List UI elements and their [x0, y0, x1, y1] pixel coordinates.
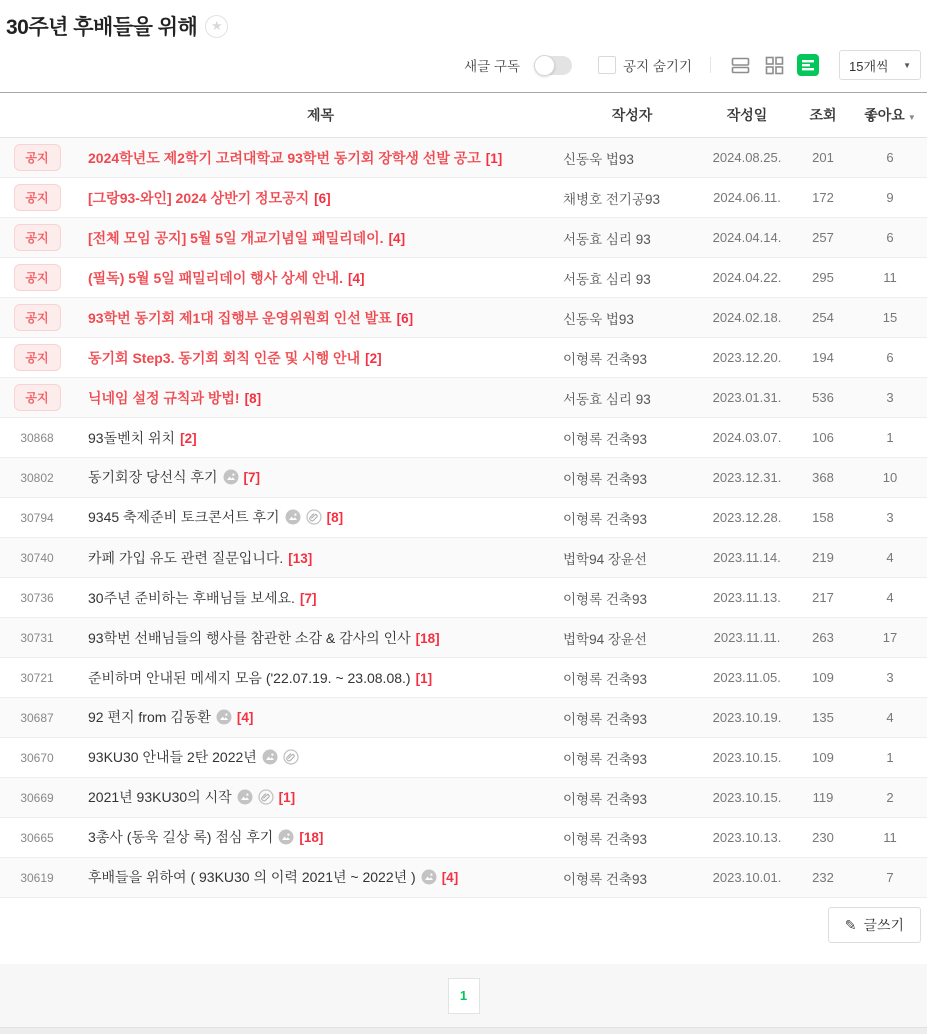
post-title-link[interactable]: [전체 모임 공지] 5월 5일 개교기념일 패밀리데이. — [88, 229, 384, 246]
sort-caret-icon: ▼ — [907, 113, 916, 122]
board-toolbar — [0, 46, 927, 84]
cell-author — [563, 788, 701, 808]
post-likes: 3 — [886, 390, 894, 405]
cell-title — [74, 867, 563, 888]
post-likes: 1 — [886, 430, 894, 445]
cell-author — [563, 508, 701, 528]
post-likes: 4 — [886, 710, 894, 725]
attach-icon — [306, 509, 322, 528]
comment-count[interactable]: [4] — [347, 270, 365, 286]
post-views: 295 — [812, 270, 834, 285]
post-likes: 6 — [886, 230, 894, 245]
header-title: 제목 — [306, 107, 335, 123]
cell-author — [563, 348, 701, 368]
page-size-value: 15개씩 — [849, 58, 889, 74]
post-author[interactable]: 법학94 장윤선 — [563, 631, 647, 647]
post-title-link[interactable]: 닉네임 설정 규칙과 방법! — [88, 389, 240, 406]
post-number: 30740 — [20, 551, 54, 565]
post-likes: 11 — [883, 830, 897, 845]
post-date: 2023.10.13. — [712, 830, 782, 845]
comment-count[interactable]: [2] — [365, 350, 382, 366]
post-likes: 3 — [886, 510, 894, 525]
cell-author — [563, 588, 701, 608]
post-author[interactable]: 서동효 심리 93 — [563, 271, 651, 287]
post-likes: 15 — [882, 310, 898, 325]
header-views: 조회 — [809, 107, 837, 123]
comment-count[interactable]: [7] — [243, 470, 260, 485]
notice-badge: 공지 — [14, 384, 61, 411]
cell-number — [0, 750, 74, 765]
post-title-link[interactable]: 2021년 93KU30의 시작 — [88, 789, 232, 805]
post-date: 2023.10.15. — [712, 750, 782, 765]
cell-author — [563, 388, 701, 408]
post-row — [0, 698, 927, 738]
post-row — [0, 658, 927, 698]
chevron-down-icon: ▼ — [903, 60, 911, 70]
post-number: 30670 — [20, 751, 54, 765]
post-title-link[interactable]: 92 편지 from 김동환 — [88, 709, 211, 725]
post-likes: 7 — [886, 870, 894, 885]
header-date: 작성일 — [726, 107, 768, 123]
attach-icon — [283, 749, 299, 768]
photo-icon — [421, 869, 437, 888]
post-title-link[interactable]: 동기회장 당선식 후기 — [88, 469, 218, 485]
post-number: 30736 — [20, 591, 54, 605]
cell-title — [74, 428, 563, 448]
pencil-icon: ✎ — [844, 916, 857, 933]
post-views: 232 — [812, 870, 834, 885]
comment-count[interactable]: [18] — [299, 830, 324, 845]
post-author[interactable]: 이형록 건축93 — [563, 711, 647, 727]
post-likes: 2 — [886, 790, 894, 805]
photo-icon — [278, 829, 294, 848]
post-views: 254 — [812, 310, 834, 325]
comment-count[interactable]: [18] — [415, 630, 440, 646]
post-row — [0, 818, 927, 858]
photo-icon — [262, 749, 278, 768]
comment-count[interactable]: [7] — [299, 590, 317, 606]
post-views: 172 — [812, 190, 834, 205]
post-views: 536 — [812, 390, 834, 405]
notice-badge: 공지 — [14, 184, 61, 211]
post-title-link[interactable]: 카페 가입 유도 관련 질문입니다. — [88, 549, 284, 566]
post-date: 2023.10.15. — [712, 790, 782, 805]
cell-author — [563, 148, 701, 168]
header-likes-sort[interactable]: 좋아요 ▼ — [864, 107, 916, 123]
post-title-link[interactable]: 동기회 Step3. 동기회 회칙 인준 및 시행 안내 — [88, 349, 361, 366]
footer-strip — [0, 1027, 927, 1034]
photo-icon — [223, 469, 239, 488]
photo-icon — [237, 789, 253, 808]
post-author[interactable]: 서동효 심리 93 — [563, 231, 651, 247]
post-likes: 3 — [886, 670, 894, 685]
cell-number — [0, 344, 74, 371]
page-title: 30주년 후배들을 위해 — [6, 16, 198, 39]
post-row — [0, 458, 927, 498]
cell-title — [74, 188, 563, 208]
post-row — [0, 738, 927, 778]
notice-row — [0, 138, 927, 178]
post-date: 2023.11.14. — [713, 550, 781, 565]
post-views: 368 — [812, 470, 834, 485]
list-view-icon[interactable] — [797, 54, 819, 76]
post-number: 30665 — [20, 831, 54, 845]
post-author[interactable]: 법학94 장윤선 — [563, 551, 647, 567]
post-title-link[interactable]: (필독) 5월 5일 패밀리데이 행사 상세 안내. — [88, 269, 343, 286]
post-date: 2024.04.14. — [712, 230, 782, 245]
post-author[interactable]: 이형록 건축93 — [563, 751, 647, 767]
post-views: 106 — [812, 430, 834, 445]
post-number: 30721 — [20, 671, 54, 685]
cell-title — [74, 548, 563, 568]
post-views: 135 — [812, 710, 834, 725]
post-date: 2023.12.31. — [712, 470, 782, 485]
cell-number — [0, 870, 74, 885]
cell-title — [74, 707, 563, 728]
post-title-link[interactable]: 93돌벤치 위치 — [88, 429, 176, 446]
post-date: 2024.06.11. — [713, 190, 781, 205]
cell-title — [74, 308, 563, 328]
cell-author — [563, 628, 701, 648]
post-date: 2023.10.01. — [712, 870, 782, 885]
cell-title — [74, 747, 563, 768]
post-likes: 11 — [883, 270, 897, 285]
cell-number — [0, 630, 74, 645]
post-row — [0, 538, 927, 578]
post-title-link[interactable]: 30주년 준비하는 후배님들 보세요. — [88, 589, 295, 606]
post-table — [0, 92, 927, 898]
post-views: 158 — [812, 510, 834, 525]
header-author: 작성자 — [611, 107, 653, 123]
write-row — [0, 898, 927, 943]
post-date: 2023.11.13. — [713, 590, 781, 605]
cell-number — [0, 550, 74, 565]
comment-count[interactable]: [4] — [441, 870, 459, 885]
notice-badge: 공지 — [14, 224, 61, 251]
notice-badge: 공지 — [14, 304, 61, 331]
post-views: 257 — [812, 230, 834, 245]
post-views: 109 — [812, 670, 834, 685]
post-views: 230 — [812, 830, 834, 845]
post-author[interactable]: 이형록 건축93 — [563, 871, 647, 887]
cell-title — [74, 228, 563, 248]
comment-count[interactable]: [2] — [180, 430, 197, 446]
cell-title — [74, 507, 563, 528]
post-author[interactable]: 이형록 건축93 — [563, 831, 647, 847]
toggle-knob — [534, 55, 555, 76]
notice-row — [0, 178, 927, 218]
post-author[interactable]: 이형록 건축93 — [563, 471, 647, 487]
write-post-label: 글쓰기 — [863, 917, 904, 933]
pagination-area — [0, 964, 927, 1027]
attach-icon — [258, 789, 274, 808]
cell-author — [563, 188, 701, 208]
post-title-link[interactable]: [그랑93-와인] 2024 상반기 정모공지 — [88, 189, 310, 206]
post-title-link[interactable]: 후배들을 위하여 ( 93KU30 의 이력 2021년 ~ 2022년 ) — [88, 869, 416, 885]
hide-notice-group — [598, 55, 692, 75]
comment-count[interactable]: [4] — [236, 710, 254, 725]
cell-author — [563, 868, 701, 888]
post-likes: 4 — [886, 590, 894, 605]
cell-title — [74, 348, 563, 368]
card-view-icon[interactable] — [729, 54, 751, 76]
cell-author — [563, 468, 701, 488]
cell-number — [0, 264, 74, 291]
cell-number — [0, 224, 74, 251]
cell-author — [563, 308, 701, 328]
post-date: 2024.08.25. — [712, 150, 782, 165]
post-title-link[interactable]: 준비하며 안내된 메세지 모음 ('22.07.19. ~ 23.08.08.) — [88, 669, 411, 686]
post-number: 30619 — [20, 871, 54, 885]
board-title-row — [0, 0, 927, 42]
comment-count[interactable]: [8] — [326, 510, 344, 525]
view-mode-switcher — [729, 54, 819, 76]
post-date: 2023.12.20. — [712, 350, 782, 365]
cell-author — [563, 548, 701, 568]
table-body — [0, 138, 927, 898]
comment-count[interactable]: [6] — [314, 190, 331, 206]
cell-title — [74, 148, 563, 168]
write-post-button[interactable] — [828, 907, 921, 943]
post-views: 119 — [812, 790, 834, 805]
post-date: 2023.11.11. — [713, 630, 781, 645]
cell-title — [74, 827, 563, 848]
post-views: 217 — [812, 590, 834, 605]
post-author[interactable]: 이형록 건축93 — [563, 431, 647, 447]
post-views: 219 — [812, 550, 834, 565]
comment-count[interactable]: [1] — [485, 150, 503, 166]
notice-badge: 공지 — [14, 344, 61, 371]
cell-author — [563, 228, 701, 248]
post-date: 2024.03.07. — [712, 430, 782, 445]
notice-row — [0, 298, 927, 338]
comment-count[interactable]: [8] — [244, 390, 262, 406]
cell-author — [563, 828, 701, 848]
post-date: 2024.02.18. — [712, 310, 782, 325]
post-title-link[interactable]: 93학번 선배님들의 행사를 참관한 소감 & 감사의 인사 — [88, 629, 411, 646]
cell-title — [74, 787, 563, 808]
cell-title — [74, 668, 563, 688]
post-author[interactable]: 신동욱 법93 — [563, 311, 634, 327]
post-row — [0, 618, 927, 658]
notice-row — [0, 258, 927, 298]
post-author[interactable]: 이형록 건축93 — [563, 351, 647, 367]
post-row — [0, 578, 927, 618]
comment-count[interactable]: [1] — [278, 790, 296, 805]
post-views: 263 — [812, 630, 834, 645]
post-date: 2023.12.28. — [712, 510, 782, 525]
notice-badge: 공지 — [14, 144, 61, 171]
post-number: 30731 — [20, 631, 54, 645]
album-view-icon[interactable] — [763, 54, 785, 76]
cell-number — [0, 510, 74, 525]
post-title-link[interactable]: 2024학년도 제2학기 고려대학교 93학번 동기회 장학생 선발 공고 — [88, 149, 481, 166]
comment-count[interactable]: [13] — [288, 550, 313, 566]
cell-number — [0, 830, 74, 845]
cell-number — [0, 790, 74, 805]
subscribe-label: 새글 구독 — [464, 59, 521, 74]
post-title-link[interactable]: 93학번 동기회 제1대 집행부 운영위원회 인선 발표 — [88, 309, 392, 326]
post-likes: 6 — [886, 150, 894, 165]
hide-notice-checkbox[interactable] — [598, 56, 616, 74]
post-author[interactable]: 이형록 건축93 — [563, 671, 647, 687]
cell-number — [0, 384, 74, 411]
post-title-link[interactable]: 9345 축제준비 토크콘서트 후기 — [88, 509, 280, 525]
toolbar-divider — [710, 57, 711, 73]
post-author[interactable]: 서동효 심리 93 — [563, 391, 651, 407]
comment-count[interactable]: [6] — [396, 310, 414, 326]
cell-number — [0, 710, 74, 725]
post-title-link[interactable]: 93KU30 안내들 2탄 2022년 — [88, 749, 257, 765]
comment-count[interactable]: [1] — [415, 670, 433, 686]
hide-notice-label: 공지 숨기기 — [623, 59, 692, 74]
cell-title — [74, 467, 563, 488]
cell-number — [0, 184, 74, 211]
cell-number — [0, 304, 74, 331]
post-views: 201 — [812, 150, 834, 165]
cell-title — [74, 588, 563, 608]
post-author[interactable]: 신동욱 법93 — [563, 151, 634, 167]
cell-title — [74, 268, 563, 288]
page-size-dropdown[interactable] — [839, 50, 921, 80]
post-row — [0, 498, 927, 538]
favorite-star-icon[interactable]: ★ — [205, 15, 228, 38]
post-number: 30868 — [20, 431, 54, 445]
post-views: 194 — [812, 350, 834, 365]
post-number: 30669 — [20, 791, 54, 805]
cell-author — [563, 708, 701, 728]
post-number: 30802 — [20, 471, 54, 485]
notice-badge: 공지 — [14, 264, 61, 291]
post-likes: 1 — [886, 750, 894, 765]
post-likes: 10 — [882, 470, 898, 485]
cell-number — [0, 590, 74, 605]
cell-title — [74, 628, 563, 648]
notice-row — [0, 378, 927, 418]
cell-title — [74, 388, 563, 408]
post-author[interactable]: 이형록 건축93 — [563, 591, 647, 607]
cell-number — [0, 670, 74, 685]
comment-count[interactable]: [4] — [388, 230, 406, 246]
photo-icon — [285, 509, 301, 528]
post-likes: 17 — [882, 630, 898, 645]
post-views: 109 — [812, 750, 834, 765]
post-title-link[interactable]: 3총사 (동욱 길상 록) 점심 후기 — [88, 829, 274, 845]
post-likes: 6 — [886, 350, 894, 365]
cell-author — [563, 668, 701, 688]
cell-number — [0, 430, 74, 445]
cell-author — [563, 268, 701, 288]
cell-number — [0, 144, 74, 171]
notice-row — [0, 338, 927, 378]
post-date: 2023.10.19. — [712, 710, 782, 725]
post-number: 30794 — [20, 511, 54, 525]
post-row — [0, 778, 927, 818]
post-author[interactable]: 채병호 전기공93 — [563, 191, 661, 207]
notice-row — [0, 218, 927, 258]
post-author[interactable]: 이형록 건축93 — [563, 791, 647, 807]
post-number: 30687 — [20, 711, 54, 725]
post-date: 2023.01.31. — [712, 390, 782, 405]
cell-number — [0, 470, 74, 485]
post-likes: 4 — [886, 550, 894, 565]
cell-author — [563, 428, 701, 448]
cell-author — [563, 748, 701, 768]
post-author[interactable]: 이형록 건축93 — [563, 511, 647, 527]
post-likes: 9 — [886, 190, 894, 205]
post-date: 2023.11.05. — [713, 670, 781, 685]
photo-icon — [216, 709, 232, 728]
post-row — [0, 858, 927, 898]
page-1-button[interactable]: 1 — [448, 978, 480, 1014]
table-header-row — [0, 93, 927, 138]
post-date: 2024.04.22. — [712, 270, 782, 285]
subscribe-toggle[interactable] — [534, 56, 572, 75]
post-row — [0, 418, 927, 458]
